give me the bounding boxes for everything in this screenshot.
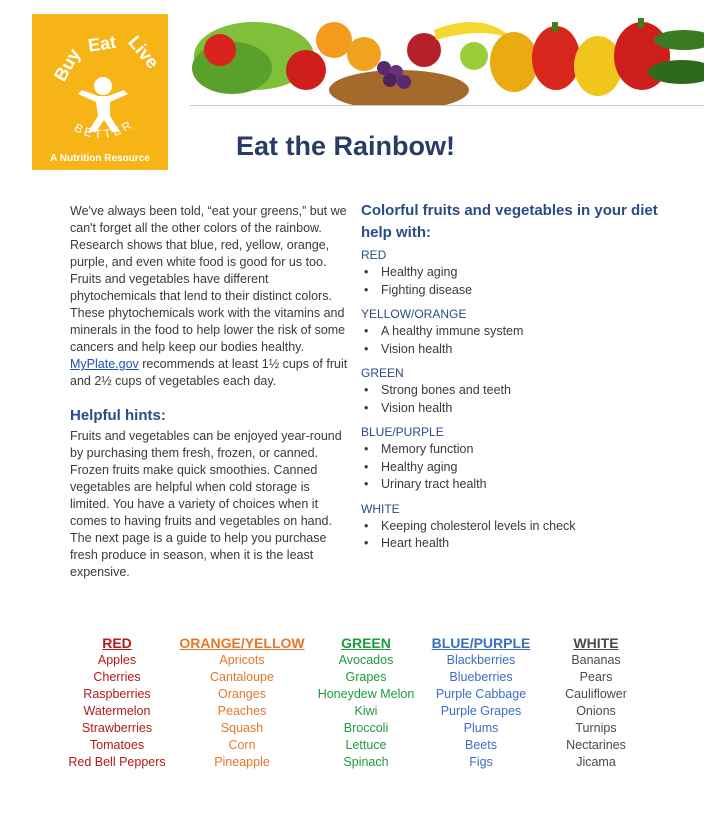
produce-item: Kiwi — [354, 704, 378, 718]
benefit-item: • Vision health — [361, 341, 691, 359]
produce-item: Pineapple — [214, 755, 270, 769]
logo-word-live: Live — [124, 31, 163, 73]
hints-paragraph: Fruits and vegetables can be enjoyed year-round by purchasing them fresh, frozen, or canned. Frozen fruits make quick smoothies. Canned vegetables are helpful when cold storage is limited. You have a variety of choices when it comes to having fruits and vegetables on hand. The next page is a guide to help you purchase fresh produce in season, when it is the least expensive. — [70, 429, 342, 579]
benefit-item: • A healthy immune system — [361, 323, 691, 341]
produce-item: Plums — [463, 721, 499, 735]
produce-item: Squash — [220, 721, 264, 735]
produce-item: Turnips — [575, 721, 617, 735]
page-title: Eat the Rainbow! — [236, 131, 456, 161]
benefit-group-white — [361, 501, 691, 553]
produce-column-heading: WHITE — [573, 635, 619, 651]
produce-column-heading: GREEN — [341, 635, 391, 651]
produce-item: Blackberries — [446, 653, 516, 667]
produce-column-blue-purple — [421, 634, 541, 771]
produce-item: Beets — [465, 738, 497, 752]
benefit-list — [361, 441, 691, 494]
benefit-group-label: BLUE/PURPLE — [361, 425, 444, 439]
benefit-group-label: WHITE — [361, 501, 400, 516]
produce-item: Apples — [97, 653, 137, 667]
benefit-item: • Heart health — [361, 535, 691, 553]
intro-column — [70, 203, 350, 581]
produce-column-orange-yellow — [172, 634, 312, 771]
produce-item: Blueberries — [449, 670, 513, 684]
produce-item: Tomatoes — [89, 738, 145, 752]
produce-item: Purple Cabbage — [435, 687, 527, 701]
produce-item: Cauliflower — [565, 687, 627, 701]
benefit-item: • Keeping cholesterol levels in check — [361, 518, 691, 536]
produce-item: Strawberries — [81, 721, 153, 735]
produce-item: Bananas — [571, 653, 621, 667]
produce-column-heading: RED — [102, 635, 132, 651]
benefit-group-yellow-orange — [361, 306, 691, 358]
intro-text-2: recommends at least 1½ cups of fruit and 2½ cups of vegetables each day. — [70, 357, 348, 388]
produce-item: Onions — [576, 704, 616, 718]
logo-better-text: BETTER — [72, 118, 137, 142]
produce-item: Corn — [228, 738, 256, 752]
produce-column-heading: ORANGE/YELLOW — [179, 635, 305, 651]
benefit-item: • Healthy aging — [361, 459, 691, 477]
benefit-list — [361, 264, 691, 299]
benefit-groups — [361, 247, 691, 553]
produce-item: Cantaloupe — [210, 670, 274, 684]
intro-text-1: We've always been told, “eat your greens,” but we can't forget all the other colors of the rainbow. Research shows that blue, red, yellow, orange, purple, and even white food is good for us too. Fruits and vegetables have different phytochemicals that lend to their distinct colors. These phytochemicals work with the vitamins and minerals in the food to help lower the risk of some cancers and help keep our bodies healthy. — [70, 204, 347, 354]
produce-item: Purple Grapes — [440, 704, 522, 718]
produce-item: Avocados — [338, 653, 394, 667]
benefit-group-label: YELLOW/ORANGE — [361, 307, 467, 321]
produce-item: Jicama — [576, 755, 616, 769]
intro-paragraph — [70, 203, 350, 390]
produce-item: Oranges — [218, 687, 266, 701]
benefits-heading: Colorful fruits and vegetables in your diet help with: — [361, 202, 658, 241]
benefit-item: • Urinary tract health — [361, 476, 691, 494]
produce-column-red — [57, 634, 177, 771]
benefit-group-blue-purple — [361, 424, 691, 494]
produce-column-white — [546, 634, 646, 771]
produce-item: Apricots — [219, 653, 265, 667]
produce-item: Nectarines — [566, 738, 626, 752]
logo-better-arc — [32, 118, 168, 152]
produce-item: Pears — [579, 670, 613, 684]
produce-item: Honeydew Melon — [317, 687, 415, 701]
benefit-item: • Memory function — [361, 441, 691, 459]
produce-item: Figs — [469, 755, 493, 769]
produce-item: Cherries — [93, 670, 141, 684]
produce-item: Red Bell Peppers — [68, 755, 166, 769]
produce-item: Grapes — [345, 670, 387, 684]
benefits-column — [361, 200, 691, 560]
benefit-item: • Healthy aging — [361, 264, 691, 282]
produce-item: Watermelon — [83, 704, 151, 718]
benefit-list — [361, 323, 691, 358]
logo-word-buy: Buy — [50, 45, 85, 85]
benefit-item: • Strong bones and teeth — [361, 382, 691, 400]
benefit-list — [361, 518, 691, 553]
benefit-group-green — [361, 365, 691, 417]
produce-column-heading: BLUE/PURPLE — [431, 635, 531, 651]
svg-text:BETTER — [72, 118, 136, 141]
produce-item: Spinach — [343, 755, 389, 769]
produce-item: Raspberries — [83, 687, 151, 701]
benefit-group-label: GREEN — [361, 366, 404, 380]
banner-divider — [190, 105, 704, 106]
benefit-list — [361, 382, 691, 417]
logo-word-eat: Eat — [86, 31, 118, 56]
myplate-link[interactable]: MyPlate.gov — [70, 357, 139, 371]
produce-item: Broccoli — [343, 721, 389, 735]
logo-tagline: A Nutrition Resource — [50, 153, 150, 164]
produce-banner-image — [184, 10, 704, 106]
produce-item: Peaches — [217, 704, 267, 718]
produce-column-green — [306, 634, 426, 771]
benefit-item: • Vision health — [361, 400, 691, 418]
benefit-group-red — [361, 247, 691, 299]
benefit-group-label: RED — [361, 248, 387, 262]
benefit-item: • Fighting disease — [361, 282, 691, 300]
hints-heading: Helpful hints: — [70, 407, 166, 424]
produce-item: Lettuce — [345, 738, 387, 752]
buy-eat-live-better-logo — [32, 14, 168, 170]
